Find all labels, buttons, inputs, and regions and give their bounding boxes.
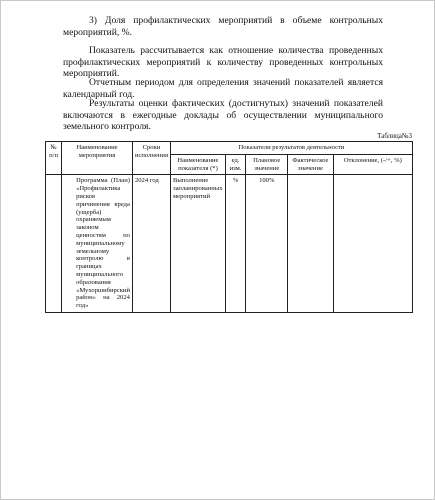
- cell-deviation: [333, 175, 413, 313]
- header-event-name: Наименование мероприятия: [62, 142, 133, 175]
- paragraph-indicator-3: 3) Доля профилактических мероприятий в объеме контрольных мероприятий, %.: [63, 15, 383, 38]
- paragraph-calculation: Показатель рассчитывается как отношение количества проведенных профилактических мероприятий к количеству проведенных контрольных мероприятий.: [63, 45, 383, 79]
- cell-deadline: 2024 год: [132, 175, 170, 313]
- paragraph-reporting-period: Отчетным периодом для определения значений показателей является календарный год.: [63, 77, 383, 100]
- paragraph-results: Результаты оценки фактических (достигнутых) значений показателей включаются в ежегодные доклады об осуществлении муниципального земельного контроля.: [63, 98, 383, 132]
- table-label: Таблица№3: [377, 132, 412, 140]
- header-actual: Фактическое значение: [288, 154, 333, 175]
- cell-actual: [288, 175, 333, 313]
- table-header-row: [46, 142, 413, 155]
- table-row: [46, 175, 413, 313]
- header-deadline: Сроки исполнения: [132, 142, 170, 175]
- header-deviation: Отклонение, (-/+, %): [333, 154, 413, 175]
- header-group: Показатели результатов деятельности: [170, 142, 412, 155]
- header-indicator-name: Наименование показателя (*): [170, 154, 225, 175]
- cell-num: [46, 175, 62, 313]
- cell-unit: %: [225, 175, 245, 313]
- cell-indicator-name: Выполнение запланированных мероприятий: [170, 175, 225, 313]
- header-num: № п/п: [46, 142, 62, 175]
- results-table: [45, 141, 413, 313]
- cell-event-name: Программа (План) «Профилактика рисков причинения вреда (ущерба) охраняемым законом ценностям по муниципальному земельному контролю в границах муниципального образования «Мухоршибирский район» на 2024 год»: [62, 175, 133, 313]
- header-unit: ед. изм.: [225, 154, 245, 175]
- cell-planned: 100%: [246, 175, 288, 313]
- header-planned: Плановое значение: [246, 154, 288, 175]
